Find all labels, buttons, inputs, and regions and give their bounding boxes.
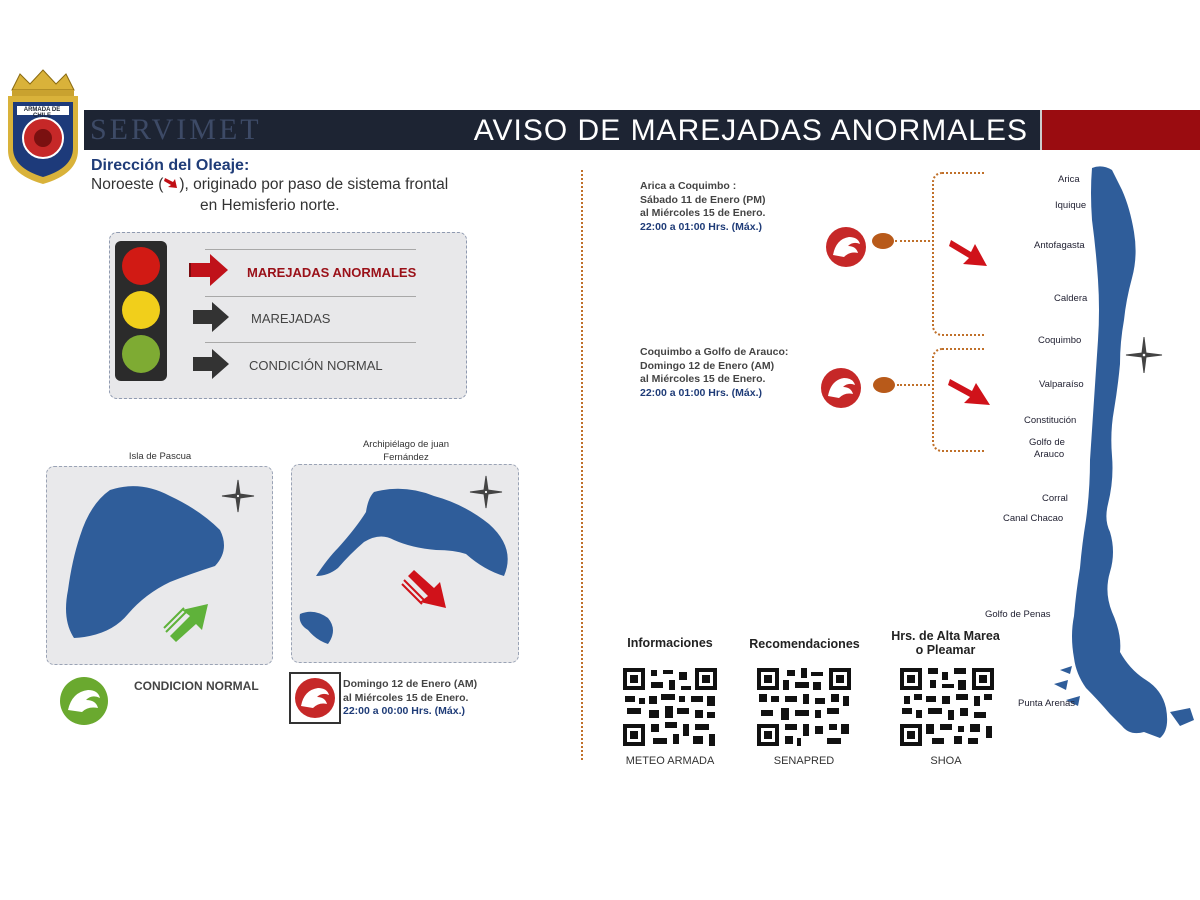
- wave-red-icon-frame: [289, 672, 341, 724]
- column-separator: [581, 170, 583, 760]
- qr-title-tide-line2: o Pleamar: [915, 643, 976, 657]
- region-central-marker: [873, 377, 895, 393]
- region-central-leader: [897, 384, 930, 386]
- yellow-lamp: [122, 291, 160, 329]
- qr-sub-shoa: SHOA: [930, 755, 962, 767]
- navy-crest-icon: [2, 68, 84, 186]
- region-north-line2: Sábado 11 de Enero (PM): [640, 193, 766, 206]
- city-label: Punta Arenas: [1018, 698, 1076, 709]
- arrow-right-red-icon: [188, 252, 230, 288]
- jf-time: 22:00 a 00:00 Hrs. (Máx.): [343, 705, 465, 717]
- jf-date-line1: Domingo 12 de Enero (AM): [343, 678, 478, 690]
- direction-text-post: ), originado por paso de sistema frontal: [179, 176, 449, 193]
- page-title: AVISO DE MAREJADAS ANORMALES: [473, 114, 1028, 147]
- brand-name: SERVIMET: [90, 113, 262, 146]
- pascua-island-map: [50, 470, 268, 660]
- city-label: Canal Chacao: [1003, 513, 1064, 524]
- city-label: Corral: [1042, 493, 1068, 504]
- wave-direction-label: Dirección del Oleaje:: [91, 157, 250, 174]
- arrow-right-dark-icon: [191, 347, 231, 381]
- qr-title-tide-line1: Hrs. de Alta Marea: [891, 629, 1000, 643]
- arrow-southeast-icon: [163, 176, 179, 190]
- city-label: Iquique: [1055, 200, 1087, 211]
- city-label: Arica: [1058, 174, 1080, 185]
- red-lamp: [122, 247, 160, 285]
- juan-fernandez-dates: [343, 678, 477, 719]
- header-accent-block: [1040, 110, 1200, 150]
- crest-text: ARMADA DE CHILE: [23, 107, 61, 119]
- traffic-light-icon: [115, 241, 167, 381]
- qr-title-info: Informaciones: [627, 636, 713, 650]
- region-north-marker: [872, 233, 894, 249]
- legend-divider: [205, 249, 416, 250]
- wave-red-icon: [820, 367, 862, 409]
- wave-red-icon: [825, 226, 867, 268]
- legend-label-swell: MAREJADAS: [251, 311, 331, 326]
- legend-divider: [205, 342, 416, 343]
- region-central-line2: Domingo 12 de Enero (AM): [640, 359, 775, 372]
- city-label: Golfo de: [1029, 437, 1065, 448]
- arrow-southeast-icon: [946, 375, 996, 409]
- wave-direction-line2: en Hemisferio norte.: [200, 197, 340, 214]
- green-lamp: [122, 335, 160, 373]
- arrow-right-dark-icon: [191, 300, 231, 334]
- wave-direction-line1: [91, 176, 448, 194]
- region-central-time: 22:00 a 01:00 Hrs. (Máx.): [640, 386, 762, 399]
- region-north-time: 22:00 a 01:00 Hrs. (Máx.): [640, 220, 762, 233]
- pascua-title: Isla de Pascua: [128, 451, 192, 462]
- wave-green-icon: [58, 676, 110, 726]
- legend-label-abnormal: MAREJADAS ANORMALES: [247, 265, 417, 280]
- qr-title-recommendations: Recomendaciones: [749, 637, 860, 651]
- city-label: Valparaíso: [1039, 379, 1084, 390]
- region-north-line1: Arica a Coquimbo :: [640, 180, 737, 192]
- pascua-status: CONDICION NORMAL: [134, 679, 259, 693]
- juan-fernandez-title-line2: Fernández: [383, 452, 429, 463]
- arrow-southeast-icon: [947, 236, 991, 270]
- city-label: Coquimbo: [1038, 335, 1082, 346]
- qr-code-icon[interactable]: [755, 666, 853, 748]
- direction-text-pre: Noroeste (: [91, 176, 164, 193]
- legend-divider: [205, 296, 416, 297]
- region-central-line1: Coquimbo a Golfo de Arauco:: [640, 346, 789, 358]
- city-label: Arauco: [1034, 449, 1065, 460]
- qr-code-icon[interactable]: [621, 666, 719, 748]
- city-label: Golfo de Penas: [985, 609, 1051, 620]
- city-label: Caldera: [1054, 293, 1088, 304]
- legend-label-normal: CONDICIÓN NORMAL: [249, 358, 383, 373]
- region-north-text: [640, 180, 765, 234]
- wave-red-icon: [291, 674, 339, 722]
- juan-fernandez-island-map: [294, 468, 514, 658]
- juan-fernandez-title-line1: Archipiélago de juan: [362, 439, 450, 450]
- city-label: Constitución: [1024, 415, 1077, 426]
- jf-date-line2: al Miércoles 15 de Enero.: [343, 691, 469, 704]
- region-central-line3: al Miércoles 15 de Enero.: [640, 373, 766, 385]
- qr-sub-senapred: SENAPRED: [773, 755, 835, 767]
- qr-code-icon[interactable]: [898, 666, 996, 748]
- region-north-line3: al Miércoles 15 de Enero.: [640, 207, 766, 219]
- region-north-leader: [895, 240, 930, 242]
- qr-sub-meteo: METEO ARMADA: [625, 755, 715, 767]
- region-central-text: [640, 346, 788, 400]
- city-label: Antofagasta: [1034, 240, 1085, 251]
